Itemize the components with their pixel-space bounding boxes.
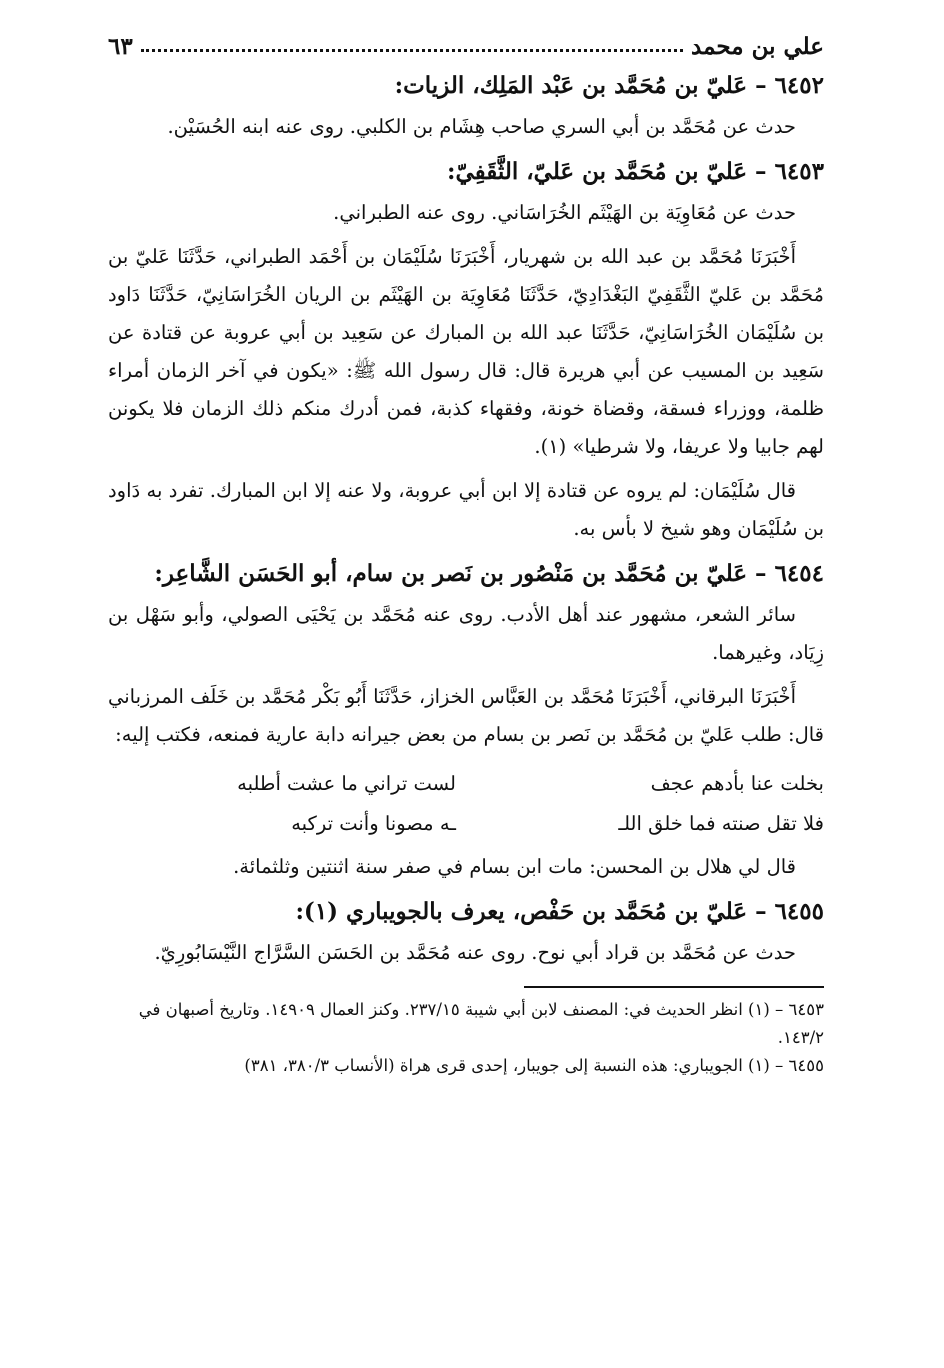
poem-verse [108,804,824,844]
poem-verse [108,764,824,804]
entry-paragraph: حدث عن مُحَمَّد بن قراد أبي نوح. روى عنه مُحَمَّد بن الحَسَن السَّرَّاج النَّيْسَابُورِيّ. [154,941,796,964]
entry-6454 [108,554,824,886]
footnote-divider [524,986,824,988]
footnote: ٦٤٥٥ – (١) الجويباري: هذه النسبة إلى جويبار، إحدى قرى هراة (الأنساب ٣٨٠/٣، ٣٨١) [244,1056,824,1075]
verse-first-hemistich: بخلت عنا بأدهم عجف [650,772,824,795]
entry-title: ٦٤٥٤ – عَليّ بن مُحَمَّد بن مَنْصُور بن نَصر بن سام، أبو الحَسَن الشَّاعِر: [154,560,824,587]
leader-dots [141,49,683,52]
entry-title: ٦٤٥٣ – عَليّ بن مُحَمَّد بن عَليّ، الثَّقَفِيّ: [446,158,824,185]
entry-paragraph: حدث عن مُعَاوِيَة بن الهَيْثَم الخُرَاسَاني. روى عنه الطبراني. [333,201,796,224]
entry-6452 [108,66,824,146]
hadith-paragraph: أَخْبَرَنَا مُحَمَّد بن عبد الله بن شهريار، أَخْبَرَنَا سُلَيْمَان بن أَحْمَد الطبراني، حَدَّثَنَا عَليّ بن مُحَمَّد بن عَليّ الثَّقَفِيّ البَغْدَادِيّ، حَدَّثَنَا مُعَاوِيَة بن الهَيْثَم بن الريان الخُرَاسَانِيّ، حَدَّثَنَا دَاود بن سُلَيْمَان الخُرَاسَانِيّ، حَدَّثَنَا عبد الله بن المبارك عن سَعِيد بن أبي عروبة عن قتادة عن سَعِيد بن المسيب عن أبي هريرة قال: قال رسول الله ﷺ: «يكون في آخر الزمان أمراء ظلمة، ووزراء فسقة، وقضاة خونة، وفقهاء كذبة، فمن أدرك منكم ذلك الزمان فلا يكونن لهم جابيا ولا عريفا، ولا شرطيا» (١). [108,245,824,458]
page-number: ٦٣ [108,33,133,60]
book-page [108,26,824,1346]
running-title: علي بن محمد [691,33,824,60]
poem [108,764,824,844]
running-head [108,26,824,60]
entry-6453 [108,152,824,548]
entry-paragraph: قال سُلَيْمَان: لم يروه عن قتادة إلا ابن أبي عروبة، ولا عنه إلا ابن المبارك. تفرد به دَاود بن سُلَيْمَان وهو شيخ لا بأس به. [108,479,824,540]
entry-paragraph: سائر الشعر، مشهور عند أهل الأدب. روى عنه مُحَمَّد بن يَحْيَى الصولي، وأبو سَهْل بن زِيَاد، وغيرهما. [108,603,824,664]
entry-paragraph: أَخْبَرَنَا البرقاني، أَخْبَرَنَا مُحَمَّد بن العَبَّاس الخزاز، حَدَّثَنَا أَبُو بَكْر مُحَمَّد بن خَلَف المرزباني قال: طلب عَليّ بن مُحَمَّد بن نَصر بن بسام من بعض جيرانه دابة عارية فمنعه، فكتب إليه: [108,685,824,746]
entry-paragraph: حدث عن مُحَمَّد بن أبي السري صاحب هِشَام بن الكلبي. روى عنه ابنه الحُسَيْن. [167,115,796,138]
footnote: ٦٤٥٣ – (١) انظر الحديث في: المصنف لابن أبي شيبة ٢٣٧/١٥. وكنز العمال ١٤٩٠٩. وتاريخ أصبهان في ١٤٣/٢. [138,1000,824,1047]
entry-title: ٦٤٥٥ – عَليّ بن مُحَمَّد بن حَفْص، يعرف بالجويباري (١): [295,898,824,925]
entry-6455 [108,892,824,972]
verse-second-hemistich: ـه مصونا وأنت تركبه [291,812,456,835]
entry-paragraph: قال لي هلال بن المحسن: مات ابن بسام في صفر سنة اثنتين وثلثمائة. [233,855,796,878]
verse-first-hemistich: فلا تقل صنته فما خلق اللـ [618,812,824,835]
entry-title: ٦٤٥٢ – عَليّ بن مُحَمَّد بن عَبْد المَلِك، الزيات: [394,72,824,99]
verse-second-hemistich: لست تراني ما عشت أطلبه [237,772,456,795]
